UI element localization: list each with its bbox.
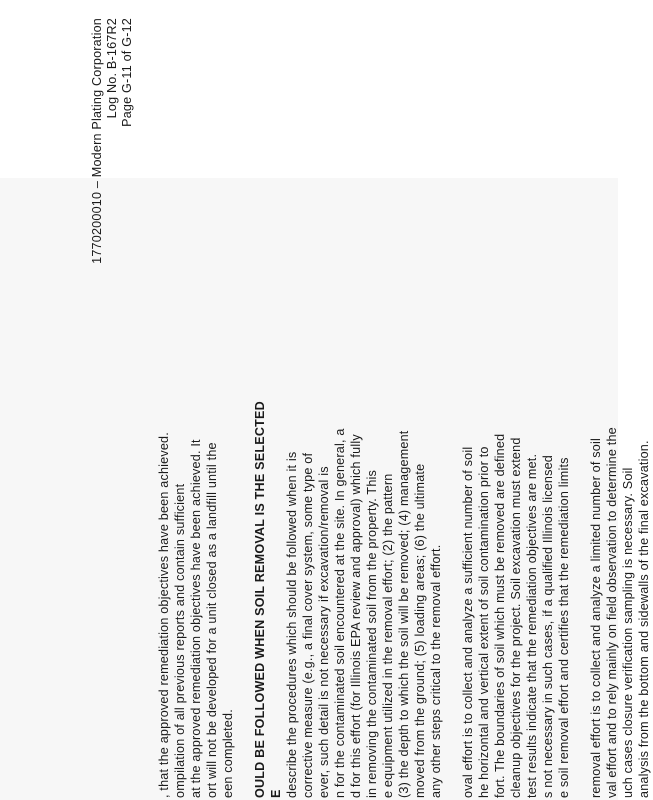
- paragraph-line: , that the approved remediation objectives have been achieved.: [157, 432, 171, 798]
- paragraph-line: een completed.: [221, 709, 235, 798]
- doc-header-page: Page G-11 of G-12: [120, 18, 134, 127]
- paragraph-line: oval effort is to collect and analyze a sufficient number of soil: [461, 446, 475, 798]
- paragraph-line: ort will not be developed for a unit closed as a landfill until the: [205, 442, 219, 798]
- paragraph-line: any other steps critical to the removal effort.: [429, 544, 443, 798]
- paragraph-line: fort. The boundaries of soil which must be removed are defined: [493, 433, 507, 798]
- paragraph-line: e soil removal effort and certifies that the remediation limits: [557, 457, 571, 798]
- paragraph-line: n for the contaminated soil encountered at the site. In general, a: [333, 428, 347, 798]
- doc-header-log-no: Log No. B-167R2: [105, 18, 119, 119]
- scanned-page: [0, 18, 651, 800]
- paragraph-line: (3) the depth to which the soil will be removed; (4) management: [397, 430, 411, 798]
- paragraph-line: test results indicate that the remediation objectives are met.: [525, 453, 539, 798]
- paragraph-line: val effort and to rely mainly on field observation to determine the: [605, 427, 619, 798]
- paragraph-line: in removing the contaminated soil from the property. This: [365, 469, 379, 798]
- paragraph-line: s not necessary in such cases, if a qualified Illinois licensed: [541, 454, 555, 798]
- paragraph-line: at the approved remediation objectives have been achieved. It: [189, 439, 203, 798]
- paragraph-line: describe the procedures which should be followed when it is: [285, 451, 299, 798]
- paragraph-line: e equipment utilized in the removal effort; (2) the pattern: [381, 473, 395, 798]
- section-heading-cont: E: [269, 789, 283, 798]
- section-heading: OULD BE FOLLOWED WHEN SOIL REMOVAL IS THE SELECTED: [253, 401, 267, 798]
- doc-header-title: 1770200010 – Modern Plating Corporation: [90, 18, 104, 264]
- paragraph-line: d for this effort (for Illinois EPA review and approval) which fully: [349, 434, 363, 798]
- rotated-document-text: [90, 18, 650, 798]
- paragraph-line: ever, such detail is not necessary if excavation/removal is: [317, 466, 331, 798]
- paragraph-line: removal effort is to collect and analyze a limited number of soil: [589, 438, 603, 798]
- paragraph-line: analysis from the bottom and sidewalls of the final excavation.: [637, 440, 651, 798]
- paragraph-line: corrective measure (e.g., a final cover system, some type of: [301, 452, 315, 798]
- paragraph-line: ompilation of all previous reports and contain sufficient: [173, 483, 187, 798]
- paragraph-line: he horizontal and vertical extent of soil contamination prior to: [477, 446, 491, 798]
- paragraph-line: moved from the ground; (5) loading areas; (6) the ultimate: [413, 463, 427, 798]
- paragraph-line: cleanup objectives for the project. Soil excavation must extend: [509, 437, 523, 798]
- paragraph-line: uch cases closure verification sampling is necessary. Soil: [621, 467, 635, 798]
